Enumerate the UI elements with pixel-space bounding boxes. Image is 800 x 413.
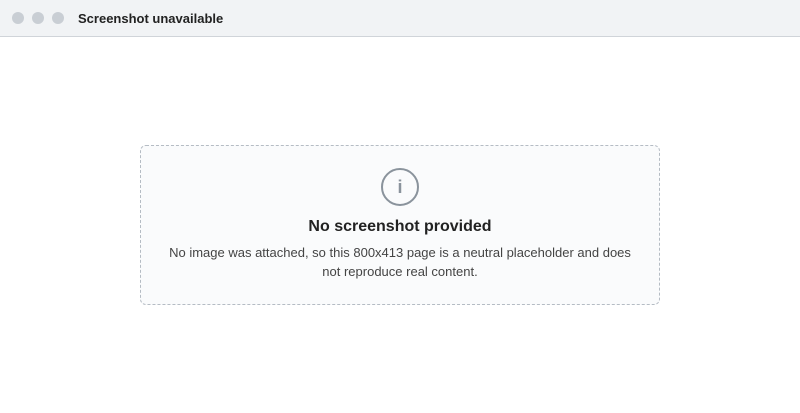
- placeholder-message: No image was attached, so this 800x413 page is a neutral placeholder and does not reproduce real content.: [169, 245, 631, 279]
- window-control-icon: [12, 12, 24, 24]
- placeholder-heading: No screenshot provided: [308, 218, 492, 236]
- placeholder-notice: [140, 145, 660, 305]
- window-control-icon: [52, 12, 64, 24]
- title-bar: [0, 0, 800, 37]
- info-icon: i: [381, 168, 419, 206]
- window-control-icon: [32, 12, 44, 24]
- window-title: Screenshot unavailable: [78, 10, 224, 26]
- content-area: [0, 37, 800, 413]
